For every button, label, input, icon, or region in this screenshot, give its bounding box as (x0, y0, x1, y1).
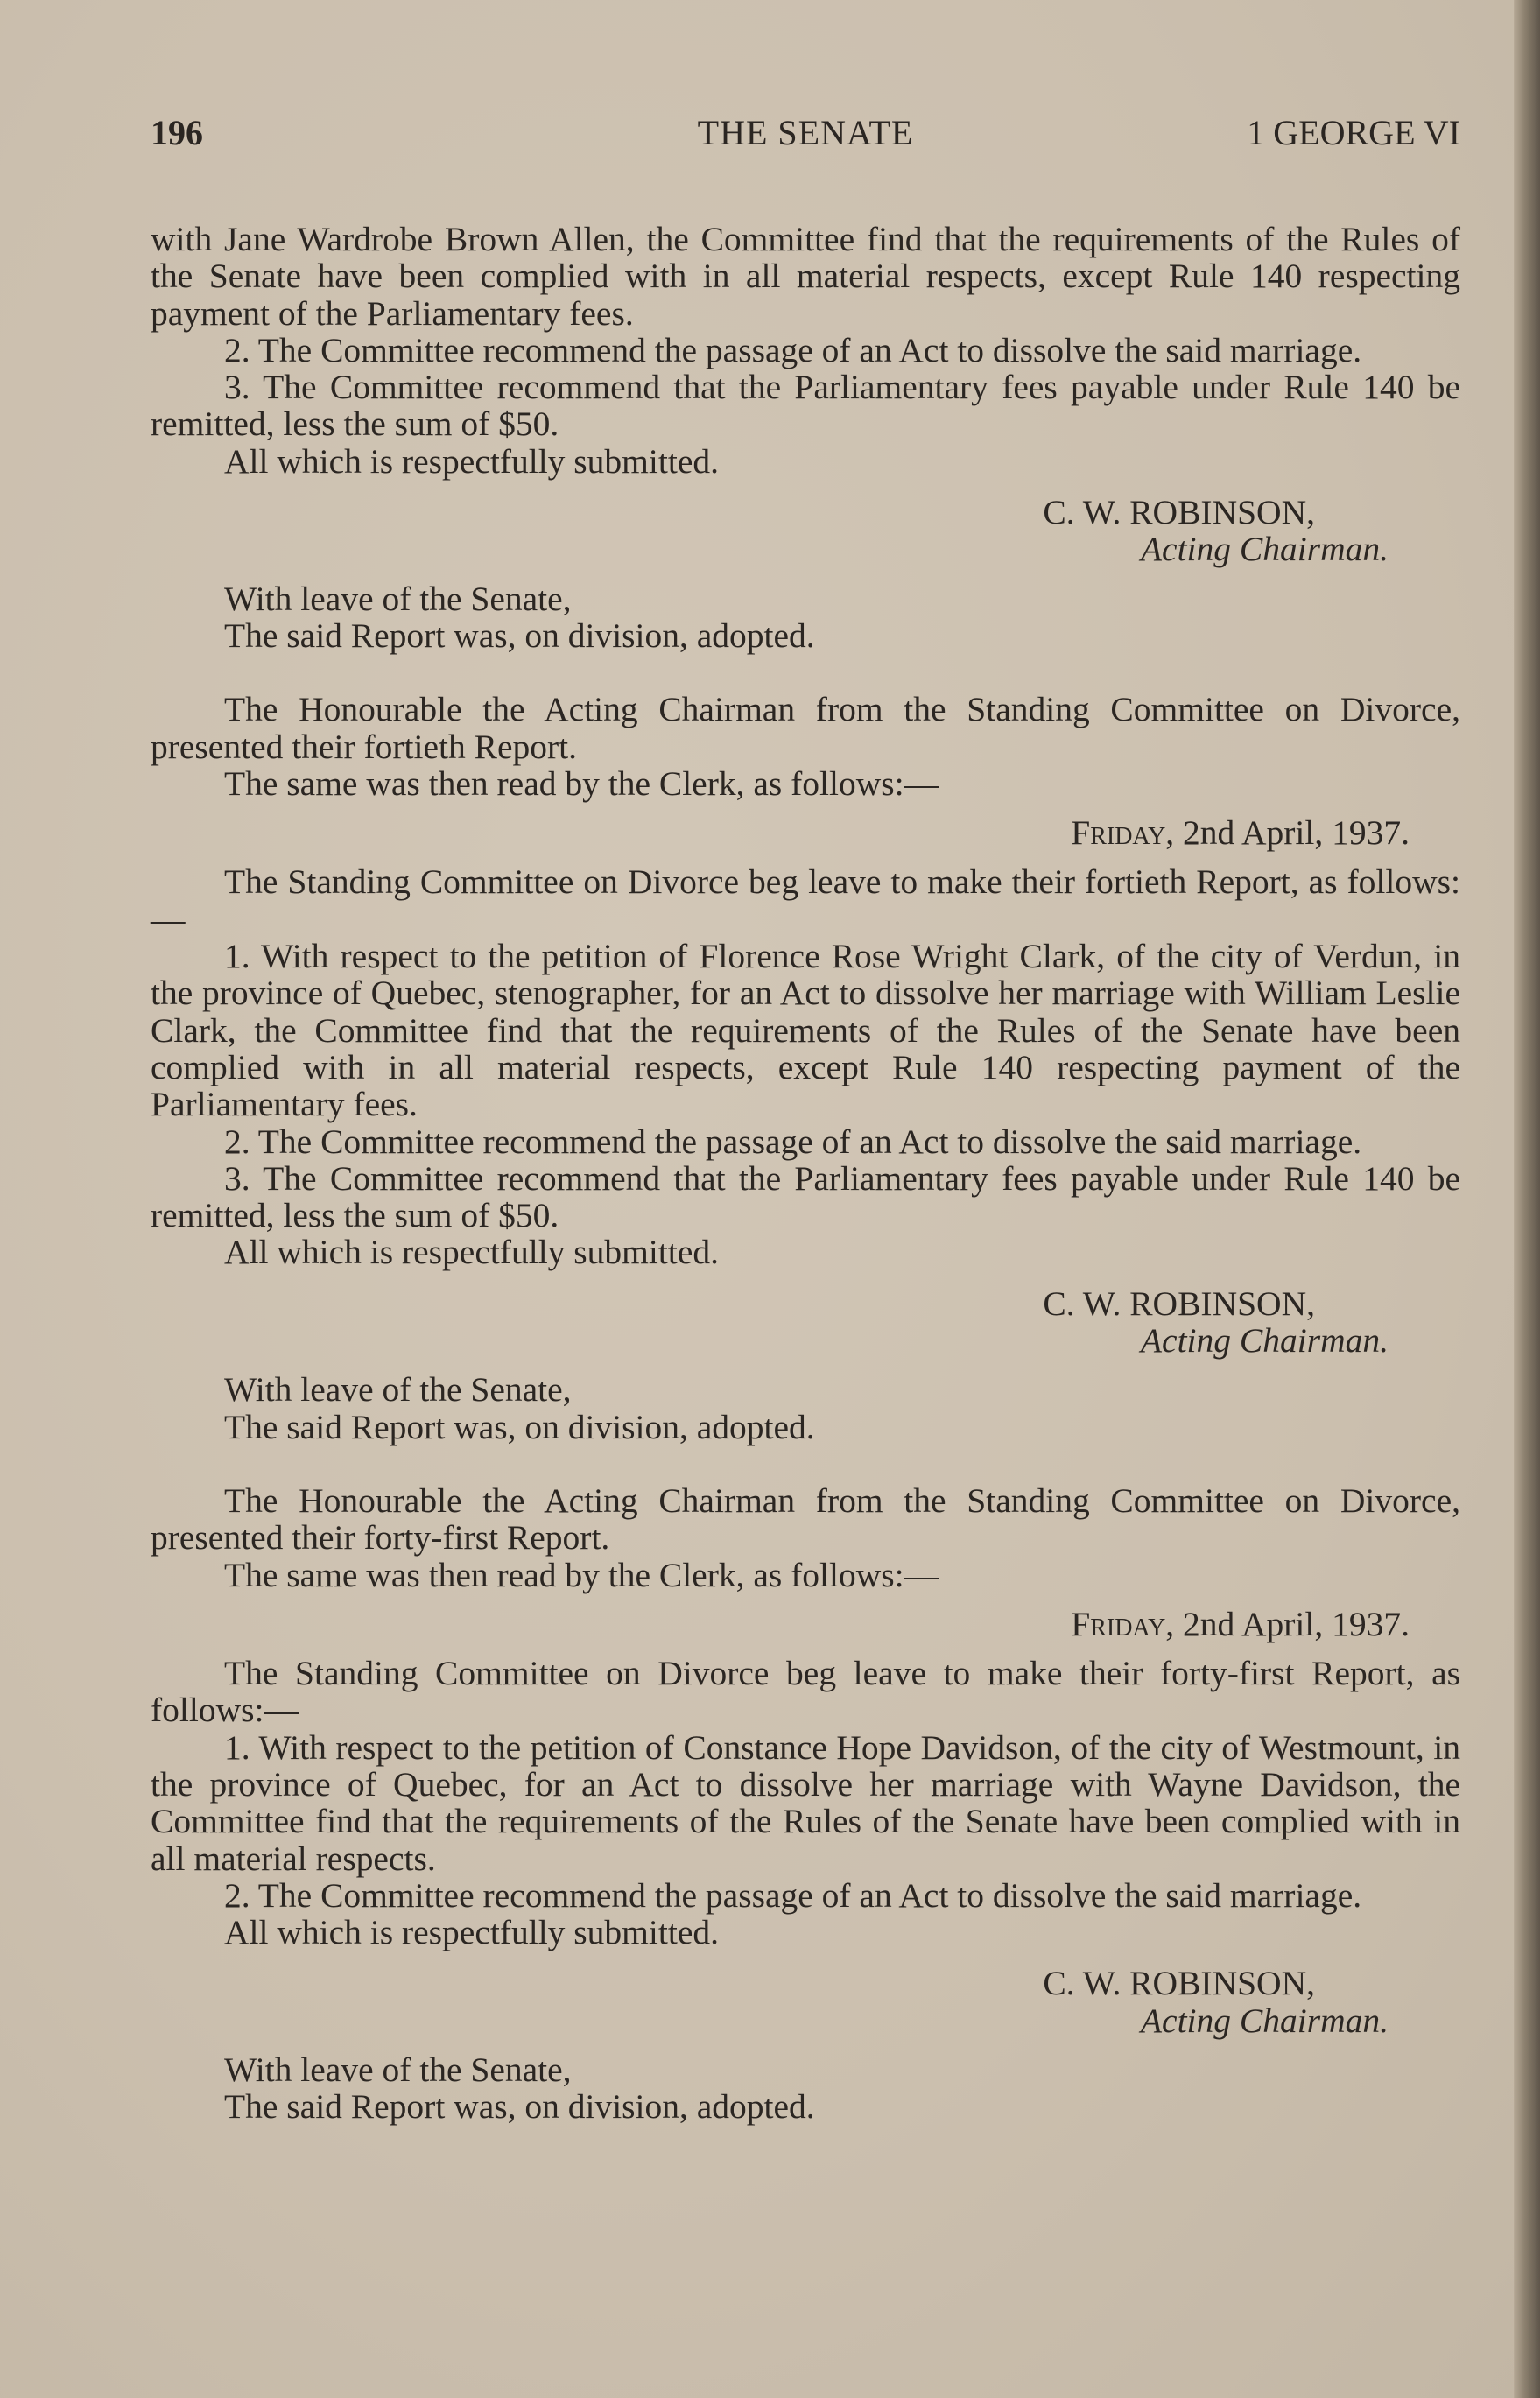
adoption-line: The said Report was, on division, adopted. (224, 1407, 815, 1446)
report-opening: The Standing Committee on Divorce beg leave to make their forty-first Report, as follows:— (151, 1654, 1460, 1730)
page-edge-shadow (1514, 0, 1540, 2398)
report-date: Friday, 2nd April, 1937. (1071, 813, 1410, 853)
signatory-name: C. W. ROBINSON, (1043, 1283, 1315, 1323)
report-paragraph: with Jane Wardrobe Brown Allen, the Committee find that the requirements of the Rules of the Senate have been complied with in all material respects, except Rule 140 respecting payment of the Parliamentary fees. (151, 220, 1460, 333)
signatory-title: Acting Chairman. (1140, 2001, 1389, 2040)
signatory-name: C. W. ROBINSON, (1043, 1964, 1315, 2003)
signatory-title: Acting Chairman. (1140, 530, 1389, 569)
report-paragraph: 3. The Committee recommend that the Parliamentary fees payable under Rule 140 be remitted, less the sum of $50. (151, 368, 1460, 444)
leave-line: With leave of the Senate, (224, 2050, 572, 2090)
adoption-line: The said Report was, on division, adopted. (224, 615, 815, 655)
journal-title: THE SENATE (697, 113, 914, 152)
report-paragraph: 3. The Committee recommend that the Parliamentary fees payable under Rule 140 be remitted, less the sum of $50. (151, 1158, 1460, 1235)
leave-line: With leave of the Senate, (224, 1370, 572, 1410)
report-paragraph: 2. The Committee recommend the passage of an Act to dissolve the said marriage. (224, 1875, 1362, 1915)
forty-first-report (151, 1482, 1460, 2126)
adoption-line: The said Report was, on division, adopted. (224, 2087, 815, 2127)
submission-line: All which is respectfully submitted. (224, 441, 719, 481)
report-date: Friday, 2nd April, 1937. (1071, 1604, 1410, 1643)
report-intro: The Honourable the Acting Chairman from the Standing Committee on Divorce, presented their fortieth Report. (151, 690, 1460, 766)
fortieth-report (151, 691, 1460, 1445)
leave-line: With leave of the Senate, (224, 579, 572, 618)
report-opening: The Standing Committee on Divorce beg leave to make their fortieth Report, as follows:— (151, 862, 1460, 939)
signatory-name: C. W. ROBINSON, (1043, 493, 1315, 532)
clerk-reading: The same was then read by the Clerk, as follows:— (224, 763, 939, 803)
running-head (151, 109, 1460, 158)
report-paragraph: 2. The Committee recommend the passage of an Act to dissolve the said marriage. (224, 330, 1362, 369)
submission-line: All which is respectfully submitted. (224, 1913, 719, 1952)
body-text (151, 221, 1460, 2126)
signatory-title: Acting Chairman. (1140, 1321, 1389, 1361)
report-intro: The Honourable the Acting Chairman from the Standing Committee on Divorce, presented their forty-first Report. (151, 1480, 1460, 1558)
report-continued (151, 221, 1460, 654)
regnal-year: 1 GEORGE VI (1247, 113, 1460, 152)
clerk-reading: The same was then read by the Clerk, as follows:— (224, 1555, 939, 1594)
report-paragraph: 1. With respect to the petition of Constance Hope Davidson, of the city of Westmount, in the province of Quebec, for an Act to dissolve her marriage with Wayne Davidson, the Committee find that the requirements of the Rules of the Senate have been complied with in all material respects. (151, 1727, 1460, 1878)
report-paragraph: 1. With respect to the petition of Florence Rose Wright Clark, of the city of Verdun, in the province of Quebec, stenographer, for an Act to dissolve her marriage with William Leslie Clark, the Committee find that the requirements of the Rules of the Senate have been complied with in all material respects, except Rule 140 respecting payment of the Parliamentary fees. (151, 937, 1460, 1124)
page-number: 196 (151, 113, 203, 152)
submission-line: All which is respectfully submitted. (224, 1233, 719, 1272)
report-paragraph: 2. The Committee recommend the passage of an Act to dissolve the said marriage. (224, 1122, 1362, 1161)
